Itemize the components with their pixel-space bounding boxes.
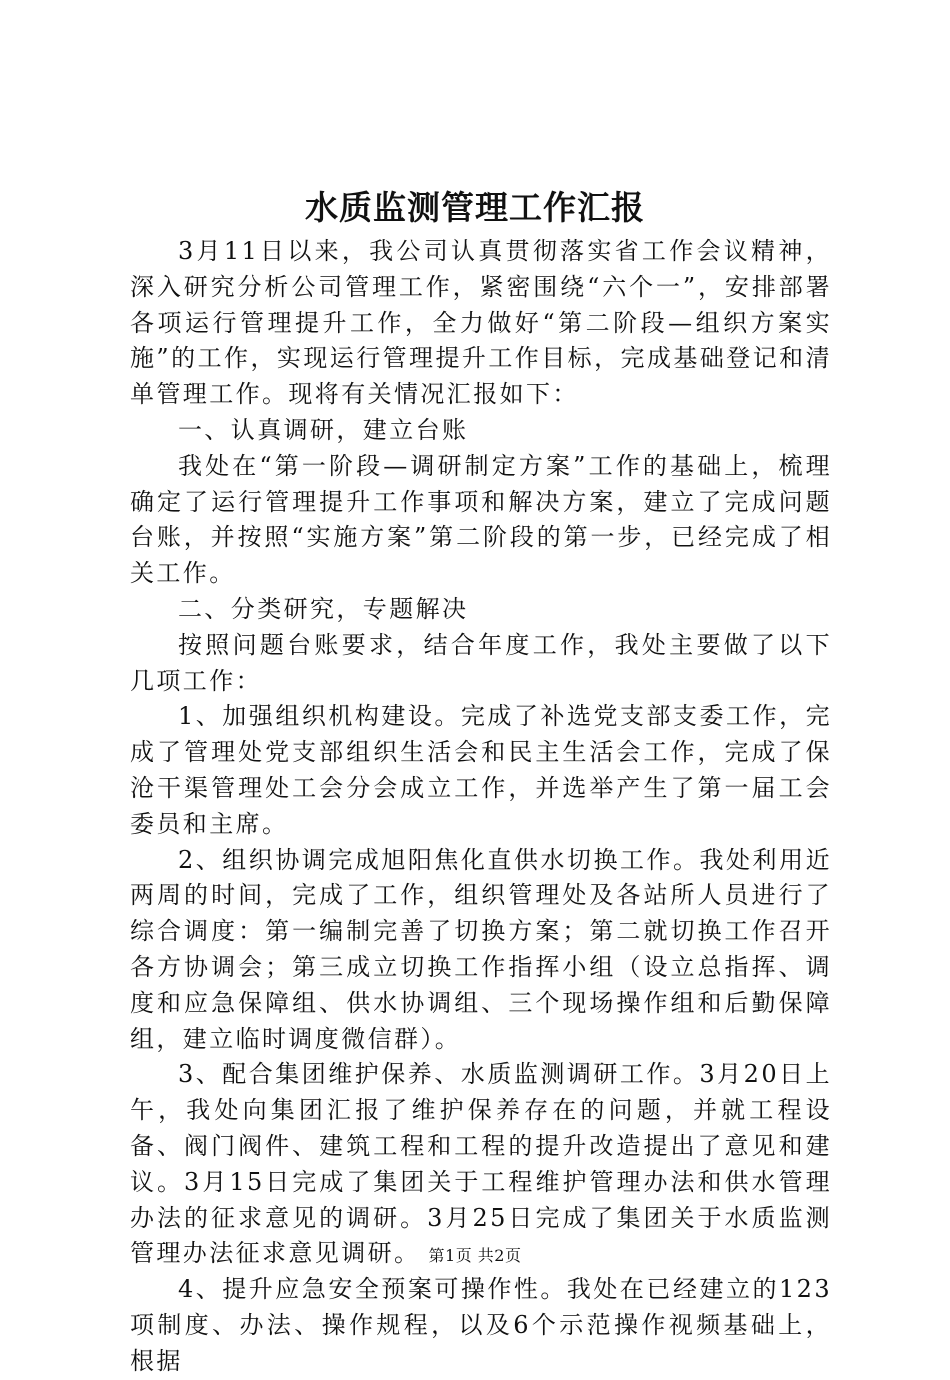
paragraph-item-4: 4、提升应急安全预案可操作性。我处在已经建立的123项制度、办法、操作规程，以及6个示范操作视频基础上，根据 (130, 1275, 832, 1375)
page-footer: 第1页 共2页 (428, 1246, 522, 1265)
document-title: 水质监测管理工作汇报 (305, 188, 645, 227)
section-heading-1: 一、认真调研，建立台账 (178, 415, 469, 444)
section-heading-2: 二、分类研究，专题解决 (178, 594, 469, 623)
paragraph-section-2: 按照问题台账要求，结合年度工作，我处主要做了以下几项工作： (130, 630, 832, 695)
document-body (130, 234, 832, 1380)
paragraph-item-2: 2、组织协调完成旭阳焦化直供水切换工作。我处利用近两周的时间，完成了工作，组织管理处及各站所人员进行了综合调度：第一编制完善了切换方案；第二就切换工作召开各方协调会；第三成立切换工作指挥小组（设立总指挥、调度和应急保障组、供水协调组、三个现场操作组和后勤保障组，建立临时调度微信群）。 (130, 845, 832, 1053)
paragraph-item-3: 3、配合集团维护保养、水质监测调研工作。3月20日上午，我处向集团汇报了维护保养存在的问题，并就工程设备、阀门阀件、建筑工程和工程的提升改造提出了意见和建议。3月15日完成了集团关于工程维护管理办法和供水管理办法的征求意见的调研。3月25日完成了集团关于水质监测管理办法征求意见调研。 (130, 1060, 832, 1268)
paragraph-section-1: 我处在“第一阶段—调研制定方案”工作的基础上，梳理确定了运行管理提升工作事项和解决方案，建立了完成问题台账，并按照“实施方案”第二阶段的第一步，已经完成了相关工作。 (130, 451, 832, 588)
paragraph-item-1: 1、加强组织机构建设。完成了补选党支部支委工作，完成了管理处党支部组织生活会和民主生活会工作，完成了保沧干渠管理处工会分会成立工作，并选举产生了第一届工会委员和主席。 (130, 702, 832, 838)
paragraph-intro: 3月11日以来，我公司认真贯彻落实省工作会议精神，深入研究分析公司管理工作，紧密围绕“六个一”，安排部署各项运行管理提升工作，全力做好“第二阶段—组织方案实施”的工作，实现运行管理提升工作目标，完成基础登记和清单管理工作。现将有关情况汇报如下： (130, 237, 832, 409)
